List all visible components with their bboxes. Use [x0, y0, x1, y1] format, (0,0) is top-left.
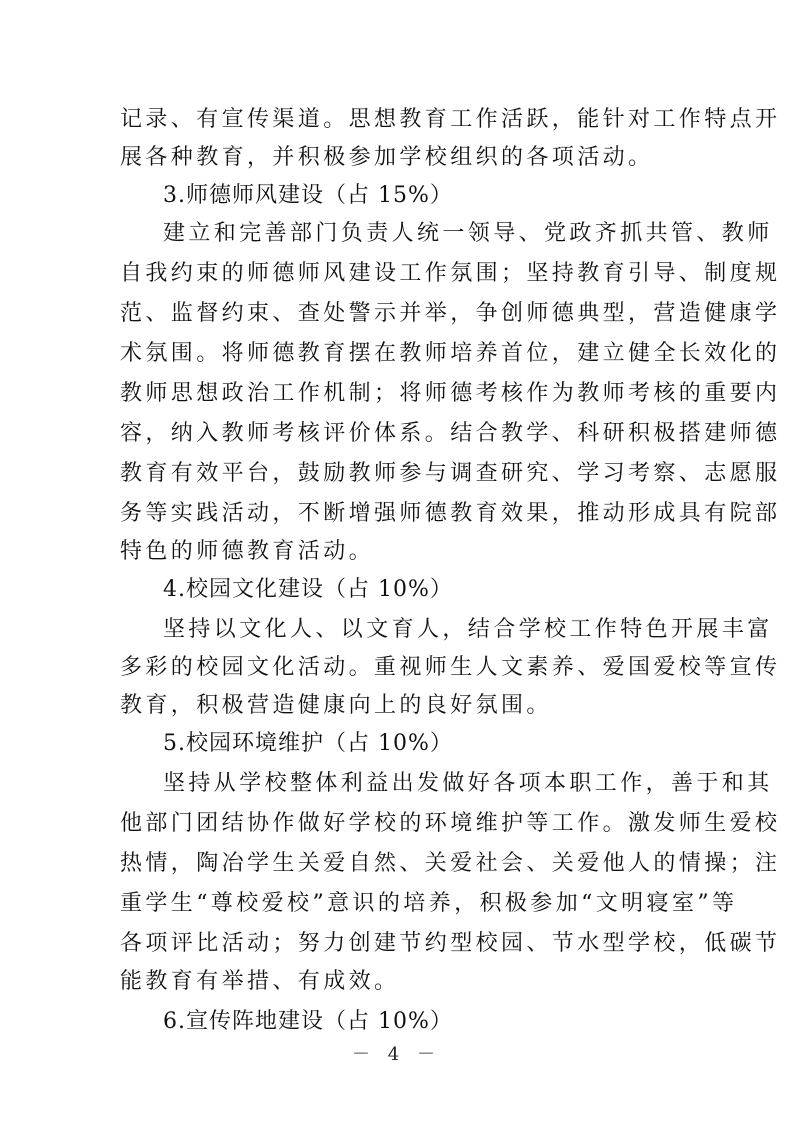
- body-text-line: 各项评比活动；努力创建节约型校园、节水型学校，低碳节: [120, 931, 781, 956]
- body-text-line: 他部门团结协作做好学校的环境维护等工作。激发师生爱校: [120, 811, 781, 836]
- body-text-line: 多彩的校园文化活动。重视师生人文素养、爱国爱校等宣传: [120, 655, 781, 680]
- body-text-line: 建立和完善部门负责人统一领导、党政齐抓共管、教师: [163, 221, 773, 246]
- body-text-line: 热情，陶冶学生关爱自然、关爱社会、关爱他人的情操；注: [120, 851, 781, 876]
- body-text-line: 教育，积极营造健康向上的良好氛围。: [120, 693, 552, 718]
- body-text-line: 容，纳入教师考核评价体系。结合教学、科研积极搭建师德: [120, 421, 781, 446]
- body-text-line: 重学生“尊校爱校”意识的培养，积极参加“文明寝室”等: [120, 891, 738, 916]
- body-text-line: 能教育有举措、有成效。: [120, 969, 400, 994]
- section-heading: 6.宣传阵地建设（占 10%）: [163, 1009, 453, 1034]
- section-heading: 3.师德师风建设（占 15%）: [163, 183, 453, 208]
- body-text-line: 坚持从学校整体利益出发做好各项本职工作，善于和其: [163, 771, 773, 796]
- section-heading: 4.校园文化建设（占 10%）: [163, 577, 453, 602]
- body-text-line: 术氛围。将师德教育摆在教师培养首位，建立健全长效化的: [120, 341, 781, 366]
- body-text-line: 坚持以文化人、以文育人，结合学校工作特色开展丰富: [163, 617, 773, 642]
- body-text-line: 务等实践活动，不断增强师德教育效果，推动形成具有院部: [120, 501, 781, 526]
- body-text-line: 范、监督约束、查处警示并举，争创师德典型，营造健康学: [120, 301, 781, 326]
- body-text-line: 特色的师德教育活动。: [120, 539, 375, 564]
- body-text-line: 教师思想政治工作机制；将师德考核作为教师考核的重要内: [120, 381, 781, 406]
- body-text-line: 教育有效平台，鼓励教师参与调查研究、学习考察、志愿服: [120, 461, 781, 486]
- page-number: － 4 －: [352, 1044, 441, 1065]
- body-text-line: 展各种教育，并积极参加学校组织的各项活动。: [120, 145, 654, 170]
- body-text-line: 记录、有宣传渠道。思想教育工作活跃，能针对工作特点开: [120, 107, 781, 132]
- body-text-line: 自我约束的师德师风建设工作氛围；坚持教育引导、制度规: [120, 261, 781, 286]
- section-heading: 5.校园环境维护（占 10%）: [163, 731, 453, 756]
